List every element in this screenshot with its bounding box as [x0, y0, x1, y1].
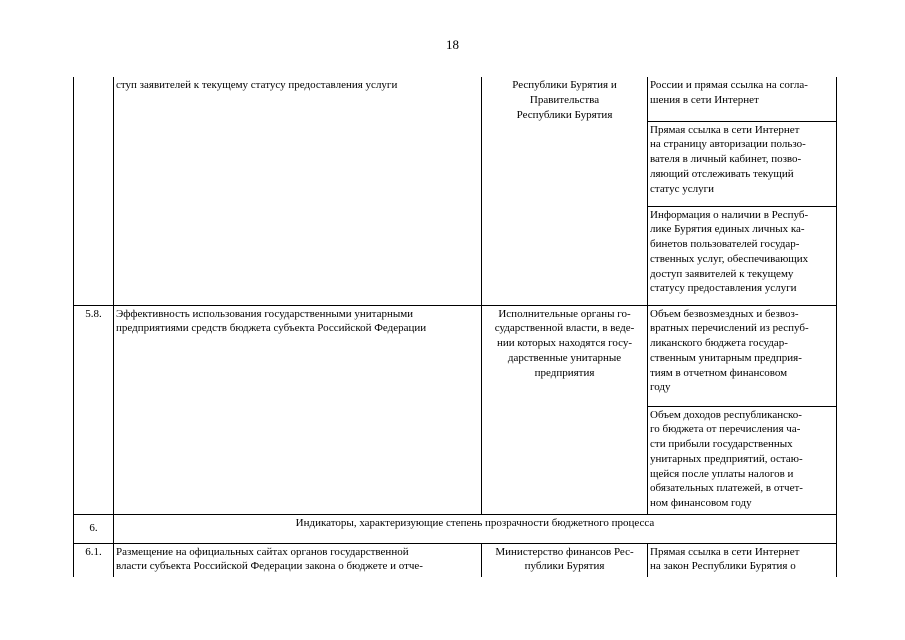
table-row — [74, 543, 837, 577]
source-cell: Объем безвозмездных и безвоз- вратных перечислений из респуб- ликанского бюджета государ- ственным унитарным предприя- тиям в отчетном финансовом году — [648, 305, 837, 406]
table-row — [74, 77, 837, 121]
responsible-cell: Министерство финансов Рес- публики Бурятия — [482, 543, 648, 577]
section-row — [74, 514, 837, 543]
page-number: 18 — [446, 37, 459, 52]
source-cell: Информация о наличии в Респуб- лике Бурятия единых личных ка- бинетов пользователей государ- ственных услуг, обеспечивающих доступ заявителей к текущему статусу предоставления услуги — [648, 206, 837, 305]
source-cell: Прямая ссылка в сети Интернет на закон Республики Бурятия о — [648, 543, 837, 577]
section-number-cell: 6. — [74, 514, 114, 543]
responsible-cell: Республики Бурятия и Правительства Республики Бурятия — [482, 77, 648, 305]
source-cell: Прямая ссылка в сети Интернет на страницу авторизации пользо- вателя в личный кабинет, позво- ляющий отслеживать текущий статус услуги — [648, 121, 837, 206]
responsible-cell: Исполнительные органы го- сударственной власти, в веде- нии которых находятся госу- дарственные унитарные предприятия — [482, 305, 648, 514]
indicator-name-cell: ступ заявителей к текущему статусу предоставления услуги — [114, 77, 482, 305]
row-number-cell: 5.8. — [74, 305, 114, 514]
source-cell: Объем доходов республиканско- го бюджета от перечисления ча- сти прибыли государственных унитарных предприятий, остаю- щейся после уплаты налогов и обязательных платежей, в отчет- ном финансовом году — [648, 406, 837, 514]
section-title-cell: Индикаторы, характеризующие степень прозрачности бюджетного процесса — [114, 514, 837, 543]
row-number-cell — [74, 77, 114, 305]
indicator-name-cell: Размещение на официальных сайтах органов государственной власти субъекта Российской Федерации закона о бюджете и отче- — [114, 543, 482, 577]
row-number-cell: 6.1. — [74, 543, 114, 577]
source-cell: России и прямая ссылка на согла- шения в сети Интернет — [648, 77, 837, 121]
table-row — [74, 305, 837, 406]
indicator-name-cell: Эффективность использования государственными унитарными предприятиями средств бюджета субъекта Российской Федерации — [114, 305, 482, 514]
indicators-table — [73, 77, 837, 577]
